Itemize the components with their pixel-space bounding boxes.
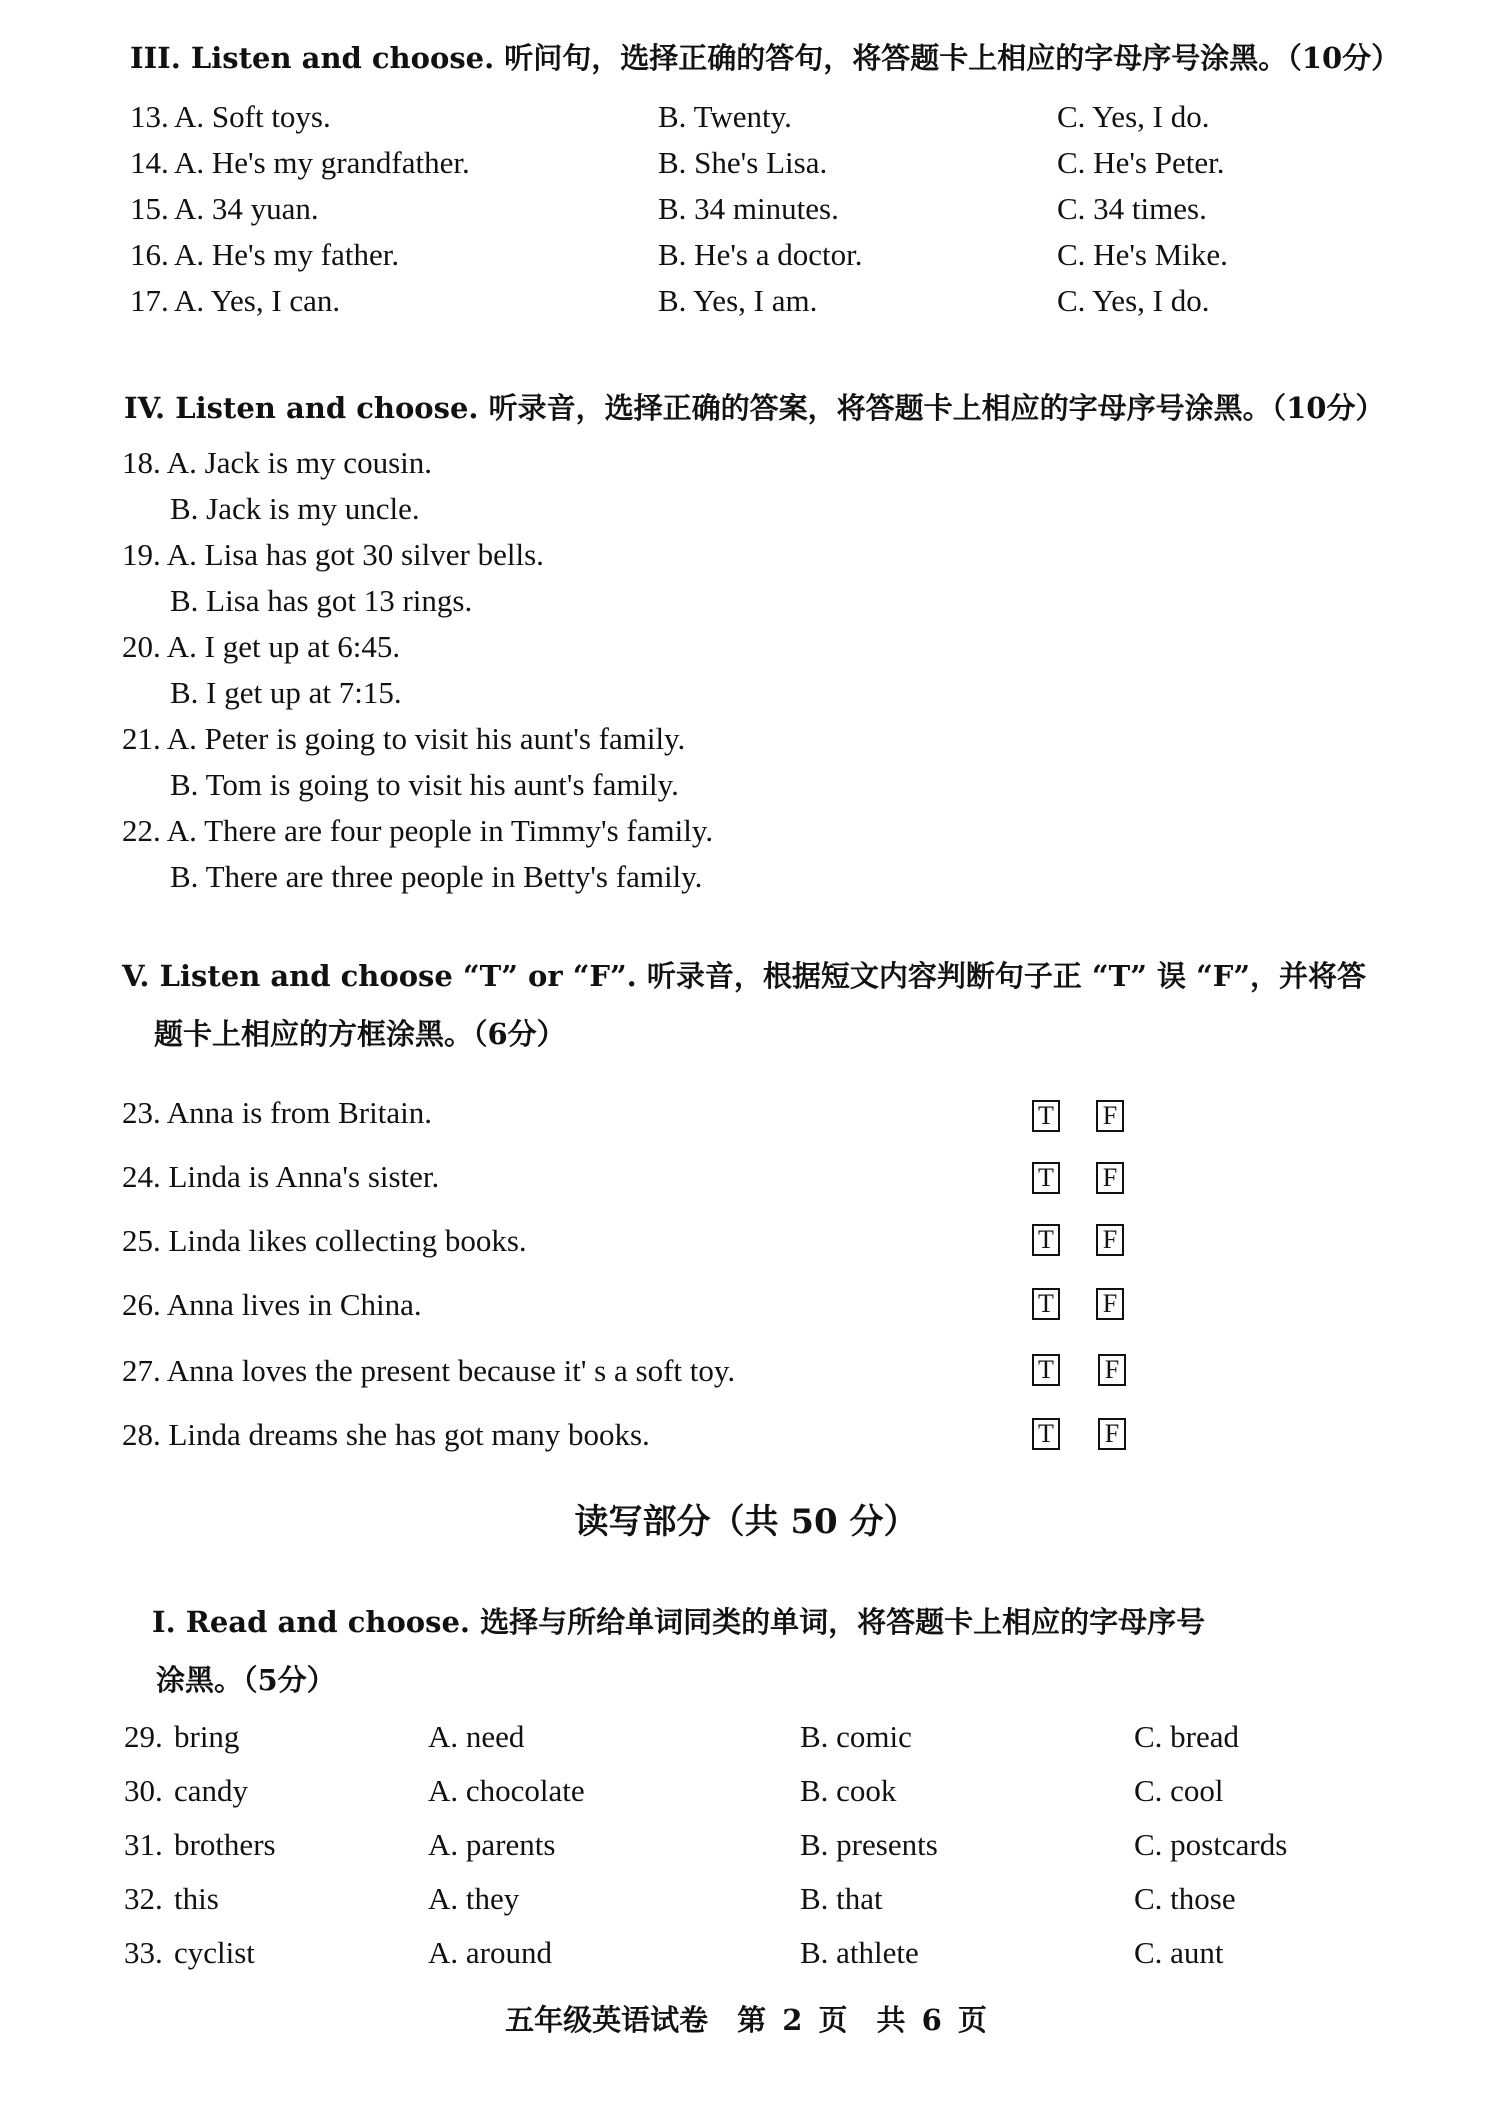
true-box[interactable]: T: [1032, 1418, 1060, 1450]
rw-section-1-title-line-1: Ⅰ. Read and choose. 选择与所给单词同类的单词，将答题卡上相应的字母序号: [152, 1605, 1206, 1639]
question-number: 18.: [122, 445, 161, 480]
option-c: C. aunt: [1134, 1935, 1224, 1970]
option-c: C. He's Peter.: [1057, 145, 1225, 180]
question-26: [122, 1284, 422, 1326]
question-17: [0, 280, 1492, 322]
question-number: 22.: [122, 813, 161, 848]
question-number: 28.: [122, 1417, 161, 1452]
question-27: [122, 1350, 735, 1392]
option-b: B. 34 minutes.: [658, 191, 839, 226]
option-b: B. presents: [800, 1827, 938, 1862]
false-box[interactable]: F: [1098, 1354, 1126, 1386]
question-number: 27.: [122, 1353, 161, 1388]
option-a: A. He's my grandfather.: [174, 145, 470, 180]
question-21-option-b: B. Tom is going to visit his aunt's family.: [170, 767, 679, 802]
section-4-title: IV. Listen and choose. 听录音，选择正确的答案，将答题卡上相应的字母序号涂黑。（10分）: [124, 391, 1385, 425]
option-b: B. He's a doctor.: [658, 237, 863, 272]
question-number: 25.: [122, 1223, 161, 1258]
statement: Anna loves the present because it' s a soft toy.: [166, 1353, 736, 1388]
statement: Anna lives in China.: [166, 1287, 422, 1322]
true-box[interactable]: T: [1032, 1100, 1060, 1132]
question-word: brothers: [174, 1827, 276, 1862]
rw-section-1-title-line-2: 涂黑。（5分）: [156, 1663, 336, 1697]
false-box[interactable]: F: [1098, 1418, 1126, 1450]
statement: Linda dreams she has got many books.: [168, 1417, 650, 1452]
question-19-option-a: [122, 534, 544, 576]
option-c: C. Yes, I do.: [1057, 283, 1210, 318]
option-b: B. She's Lisa.: [658, 145, 828, 180]
question-28: [122, 1414, 650, 1456]
true-box[interactable]: T: [1032, 1288, 1060, 1320]
question-word: this: [174, 1881, 219, 1916]
option-a: A. Lisa has got 30 silver bells.: [166, 537, 544, 572]
option-b: B. comic: [800, 1719, 912, 1754]
option-b: B. cook: [800, 1773, 897, 1808]
option-a: A. around: [428, 1935, 552, 1970]
statement: Linda is Anna's sister.: [168, 1159, 440, 1194]
question-33: [0, 1932, 1492, 1974]
question-number: 33.: [124, 1935, 163, 1970]
question-number: 32.: [124, 1881, 163, 1916]
question-number: 30.: [124, 1773, 163, 1808]
option-a: A. He's my father.: [174, 237, 400, 272]
option-c: C. postcards: [1134, 1827, 1288, 1862]
question-18-option-b: B. Jack is my uncle.: [170, 491, 420, 526]
question-number: 29.: [124, 1719, 163, 1754]
question-19-option-b: B. Lisa has got 13 rings.: [170, 583, 473, 618]
option-b: B. athlete: [800, 1935, 919, 1970]
page-footer: 五年级英语试卷 第 2 页 共 6 页: [505, 2003, 987, 2037]
option-b: B. that: [800, 1881, 883, 1916]
option-c: C. bread: [1134, 1719, 1240, 1754]
option-a: A. Yes, I can.: [174, 283, 341, 318]
section-5-title-line-2: 题卡上相应的方框涂黑。（6分）: [154, 1017, 566, 1051]
option-c: C. Yes, I do.: [1057, 99, 1210, 134]
option-a: A. parents: [428, 1827, 556, 1862]
option-a: A. chocolate: [428, 1773, 585, 1808]
question-13: [0, 96, 1492, 138]
false-box[interactable]: F: [1096, 1288, 1124, 1320]
option-c: C. 34 times.: [1057, 191, 1207, 226]
question-23: [122, 1092, 432, 1134]
option-a: A. Soft toys.: [174, 99, 331, 134]
question-number: 24.: [122, 1159, 161, 1194]
question-31: [0, 1824, 1492, 1866]
question-number: 31.: [124, 1827, 163, 1862]
question-20-option-a: [122, 626, 400, 668]
question-number: 17.: [130, 283, 169, 318]
option-c: C. He's Mike.: [1057, 237, 1228, 272]
option-a: A. Jack is my cousin.: [166, 445, 432, 480]
question-number: 20.: [122, 629, 161, 664]
question-number: 23.: [122, 1095, 161, 1130]
option-a: A. they: [428, 1881, 520, 1916]
question-20-option-b: B. I get up at 7:15.: [170, 675, 402, 710]
section-3-title: III. Listen and choose. 听问句，选择正确的答句，将答题卡上相应的字母序号涂黑。（10分）: [130, 41, 1401, 75]
statement: Linda likes collecting books.: [168, 1223, 527, 1258]
question-32: [0, 1878, 1492, 1920]
question-14: [0, 142, 1492, 184]
option-a: A. I get up at 6:45.: [166, 629, 401, 664]
question-15: [0, 188, 1492, 230]
true-box[interactable]: T: [1032, 1354, 1060, 1386]
question-word: bring: [174, 1719, 240, 1754]
question-number: 21.: [122, 721, 161, 756]
question-word: cyclist: [174, 1935, 255, 1970]
reading-writing-title: 读写部分（共 50 分）: [574, 1502, 918, 1542]
question-number: 26.: [122, 1287, 161, 1322]
option-a: A. 34 yuan.: [174, 191, 319, 226]
false-box[interactable]: F: [1096, 1224, 1124, 1256]
question-16: [0, 234, 1492, 276]
option-b: B. Yes, I am.: [658, 283, 818, 318]
option-b: B. Twenty.: [658, 99, 792, 134]
question-22-option-b: B. There are three people in Betty's family.: [170, 859, 703, 894]
question-22-option-a: [122, 810, 713, 852]
question-number: 16.: [130, 237, 169, 272]
option-c: C. those: [1134, 1881, 1236, 1916]
false-box[interactable]: F: [1096, 1100, 1124, 1132]
statement: Anna is from Britain.: [166, 1095, 432, 1130]
question-21-option-a: [122, 718, 685, 760]
section-5-title-line-1: V. Listen and choose “T” or “F”. 听录音，根据短文内容判断句子正 “T” 误 “F”，并将答: [122, 959, 1367, 993]
question-24: [122, 1156, 439, 1198]
question-18-option-a: [122, 442, 432, 484]
false-box[interactable]: F: [1096, 1162, 1124, 1194]
question-29: [0, 1716, 1492, 1758]
question-number: 14.: [130, 145, 169, 180]
question-word: candy: [174, 1773, 249, 1808]
option-a: A. Peter is going to visit his aunt's family.: [166, 721, 686, 756]
question-25: [122, 1220, 527, 1262]
option-a: A. There are four people in Timmy's family.: [166, 813, 714, 848]
true-box[interactable]: T: [1032, 1162, 1060, 1194]
question-30: [0, 1770, 1492, 1812]
question-number: 15.: [130, 191, 169, 226]
true-box[interactable]: T: [1032, 1224, 1060, 1256]
question-number: 19.: [122, 537, 161, 572]
option-a: A. need: [428, 1719, 525, 1754]
question-number: 13.: [130, 99, 169, 134]
option-c: C. cool: [1134, 1773, 1224, 1808]
